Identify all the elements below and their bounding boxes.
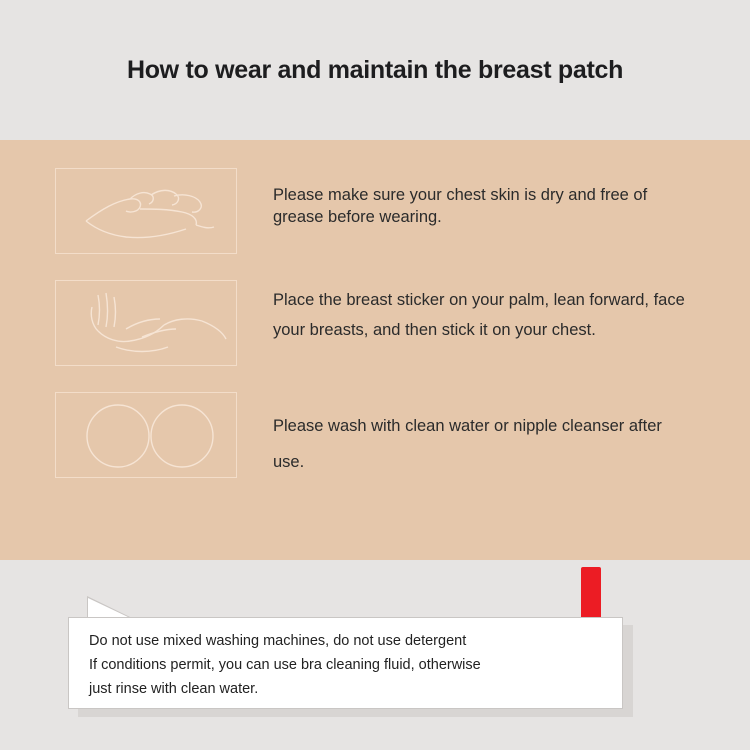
note-line: Do not use mixed washing machines, do not use detergent [89, 633, 467, 649]
hand-holding-sticker-icon [55, 280, 237, 366]
note-line: just rinse with clean water. [89, 680, 259, 697]
note-line: If conditions permit, you can use bra cleaning fluid, otherwise [89, 656, 481, 673]
page-title: How to wear and maintain the breast patch [126, 55, 624, 84]
steps-panel [0, 140, 750, 560]
step-text: Please make sure your chest skin is dry and free of grease before wearing. [273, 186, 648, 227]
note-tail [88, 598, 130, 618]
step-item [0, 168, 750, 254]
step-item [0, 280, 750, 366]
hands-applying-patch-icon [55, 168, 237, 254]
header [0, 0, 750, 140]
step-item [0, 392, 750, 481]
step-text: Place the breast sticker on your palm, lean forward, face your breasts, and then stick it on your chest. [273, 291, 685, 339]
step-text: Please wash with clean water or nipple cleanser after use. [273, 417, 662, 472]
two-circles-patches-icon [55, 392, 237, 478]
warning-note [68, 617, 623, 709]
